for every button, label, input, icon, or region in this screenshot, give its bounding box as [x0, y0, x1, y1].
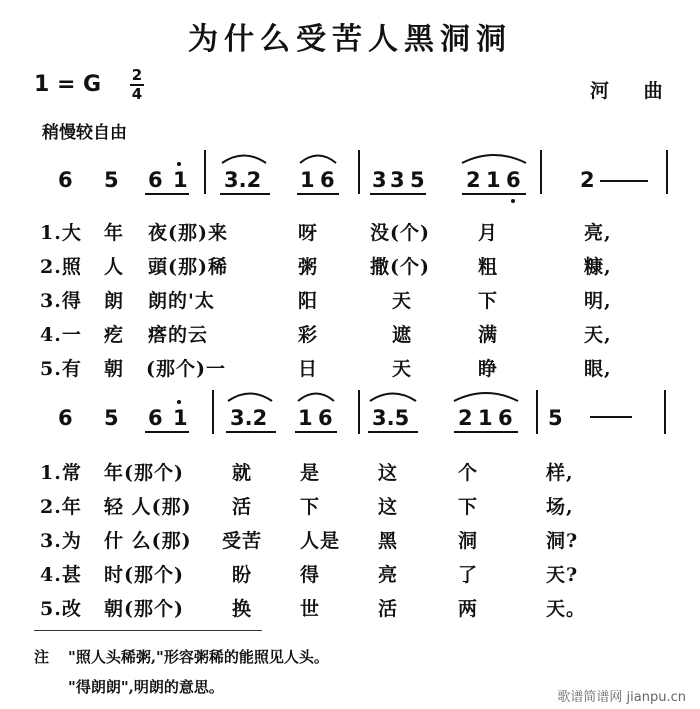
lyric-syllable: 年(那个): [104, 462, 184, 484]
underline-beam: [145, 193, 189, 195]
lyric-syllable: 糠,: [584, 256, 612, 278]
note: 1: [298, 406, 313, 430]
lyric-syllable: 活: [378, 598, 399, 620]
lyric-syllable: 个: [458, 462, 479, 484]
note: 2: [458, 406, 473, 430]
meter-bottom: 4: [131, 85, 143, 103]
low-octave-dot: [511, 199, 515, 203]
barline: [666, 150, 668, 194]
lyric-syllable: 人是: [300, 530, 341, 552]
lyric-syllable: 夜(那)来: [148, 222, 228, 244]
note: 3.2: [224, 168, 262, 192]
slur: [452, 390, 520, 402]
barline: [212, 390, 214, 434]
barline: [664, 390, 666, 434]
lyric-syllable: 粥: [298, 256, 319, 278]
song-origin: 河 曲: [590, 80, 677, 102]
lyric-syllable: 5.改: [40, 598, 82, 620]
note: 5: [410, 168, 425, 192]
note: 1: [173, 168, 188, 192]
lyric-syllable: 頭(那)稀: [148, 256, 228, 278]
barline: [358, 390, 360, 434]
barline: [358, 150, 360, 194]
lyric-syllable: 呀: [298, 222, 319, 244]
note: 3: [372, 168, 387, 192]
extension-dash: [590, 416, 632, 418]
lyric-syllable: 3.得: [40, 290, 82, 312]
lyric-syllable: 彩: [298, 324, 319, 346]
note: 5: [548, 406, 563, 430]
note: 1: [486, 168, 501, 192]
lyric-syllable: 明,: [584, 290, 612, 312]
lyric-syllable: 黑: [378, 530, 399, 552]
lyric-syllable: 眼,: [584, 358, 612, 380]
lyric-syllable: (那个)一: [146, 358, 226, 380]
song-title: 为什么受苦人黑洞洞: [188, 22, 512, 57]
watermark: 歌谱简谱网 jianpu.cn: [557, 690, 686, 705]
lyric-syllable: 样,: [546, 462, 574, 484]
note: 6: [58, 168, 73, 192]
lyric-syllable: 天。: [546, 598, 587, 620]
lyric-syllable: 3.为: [40, 530, 82, 552]
note: 2: [466, 168, 481, 192]
underline-beam: [454, 431, 518, 433]
underline-beam: [220, 193, 270, 195]
lyric-syllable: 天: [392, 290, 413, 312]
note: 6: [58, 406, 73, 430]
note: 3.5: [372, 406, 410, 430]
high-octave-dot: [177, 162, 181, 166]
underline-beam: [297, 193, 339, 195]
lyric-syllable: 朗: [104, 290, 125, 312]
key-signature: 1 = G: [34, 72, 102, 97]
lyric-syllable: 疙: [104, 324, 125, 346]
slur: [296, 390, 336, 402]
lyric-syllable: 天,: [584, 324, 612, 346]
slur: [226, 390, 274, 402]
lyric-syllable: 活: [232, 496, 253, 518]
lyric-syllable: 遮: [392, 324, 413, 346]
note: 6: [148, 168, 163, 192]
slur: [460, 152, 528, 164]
extension-dash: [600, 180, 648, 182]
lyric-syllable: 世: [300, 598, 321, 620]
lyric-syllable: 朝: [104, 358, 125, 380]
lyric-syllable: 下: [458, 496, 479, 518]
slur: [220, 152, 268, 164]
note: 6: [148, 406, 163, 430]
lyric-syllable: 这: [378, 496, 399, 518]
lyric-syllable: 4.甚: [40, 564, 82, 586]
lyric-syllable: 粗: [478, 256, 499, 278]
note: 5: [104, 406, 119, 430]
high-octave-dot: [177, 400, 181, 404]
note: 3: [390, 168, 405, 192]
lyric-syllable: 换: [232, 598, 253, 620]
lyric-syllable: 洞: [458, 530, 479, 552]
lyric-syllable: 没(个): [370, 222, 430, 244]
lyric-syllable: 满: [478, 324, 499, 346]
lyric-syllable: 两: [458, 598, 479, 620]
barline: [540, 150, 542, 194]
lyric-syllable: 盼: [232, 564, 253, 586]
footnote-divider: [34, 630, 262, 631]
note: 1: [300, 168, 315, 192]
footnote-1: "照人头稀粥,"形容粥稀的能照见人头。: [68, 648, 329, 666]
lyric-syllable: 5.有: [40, 358, 82, 380]
lyric-syllable: 睁: [478, 358, 499, 380]
lyric-syllable: 2.照: [40, 256, 82, 278]
tempo-marking: 稍慢较自由: [42, 123, 127, 143]
lyric-syllable: 下: [478, 290, 499, 312]
footnote-label: 注: [34, 648, 50, 666]
underline-beam: [370, 193, 426, 195]
lyric-syllable: 阳: [298, 290, 319, 312]
barline: [536, 390, 538, 434]
note: 1: [478, 406, 493, 430]
lyric-syllable: 天?: [546, 564, 579, 586]
underline-beam: [368, 431, 418, 433]
lyric-syllable: 得: [300, 564, 321, 586]
lyric-syllable: 亮,: [584, 222, 612, 244]
lyric-syllable: 天: [392, 358, 413, 380]
note: 6: [498, 406, 513, 430]
lyric-syllable: 1.大: [40, 222, 82, 244]
note: 6: [506, 168, 521, 192]
note: 2: [580, 168, 595, 192]
lyric-syllable: 是: [300, 462, 321, 484]
lyric-syllable: 受苦: [222, 530, 263, 552]
lyric-syllable: 1.常: [40, 462, 82, 484]
note: 6: [318, 406, 333, 430]
note: 6: [320, 168, 335, 192]
lyric-syllable: 月: [478, 222, 499, 244]
lyric-syllable: 2.年: [40, 496, 82, 518]
lyric-syllable: 亮: [378, 564, 399, 586]
slur: [368, 390, 418, 402]
lyric-syllable: 了: [458, 564, 479, 586]
note: 5: [104, 168, 119, 192]
lyric-syllable: 场,: [546, 496, 574, 518]
lyric-syllable: 下: [300, 496, 321, 518]
lyric-syllable: 洞?: [546, 530, 579, 552]
note: 1: [173, 406, 188, 430]
lyric-syllable: 这: [378, 462, 399, 484]
slur: [298, 152, 338, 164]
lyric-syllable: 什 么(那): [104, 530, 192, 552]
footnote-2: "得朗朗",明朗的意思。: [68, 678, 224, 696]
lyric-syllable: 人: [104, 256, 125, 278]
underline-beam: [295, 431, 337, 433]
meter-top: 2: [131, 66, 143, 84]
underline-beam: [145, 431, 189, 433]
lyric-syllable: 朗的'太: [148, 290, 215, 312]
barline: [204, 150, 206, 194]
lyric-syllable: 日: [298, 358, 319, 380]
underline-beam: [226, 431, 276, 433]
note: 3.2: [230, 406, 268, 430]
lyric-syllable: 瘩的云: [148, 324, 209, 346]
lyric-syllable: 时(那个): [104, 564, 184, 586]
lyric-syllable: 就: [232, 462, 253, 484]
lyric-syllable: 朝(那个): [104, 598, 184, 620]
lyric-syllable: 轻 人(那): [104, 496, 192, 518]
lyric-syllable: 撒(个): [370, 256, 430, 278]
underline-beam: [462, 193, 526, 195]
lyric-syllable: 年: [104, 222, 125, 244]
lyric-syllable: 4.一: [40, 324, 82, 346]
time-signature: [130, 68, 144, 102]
